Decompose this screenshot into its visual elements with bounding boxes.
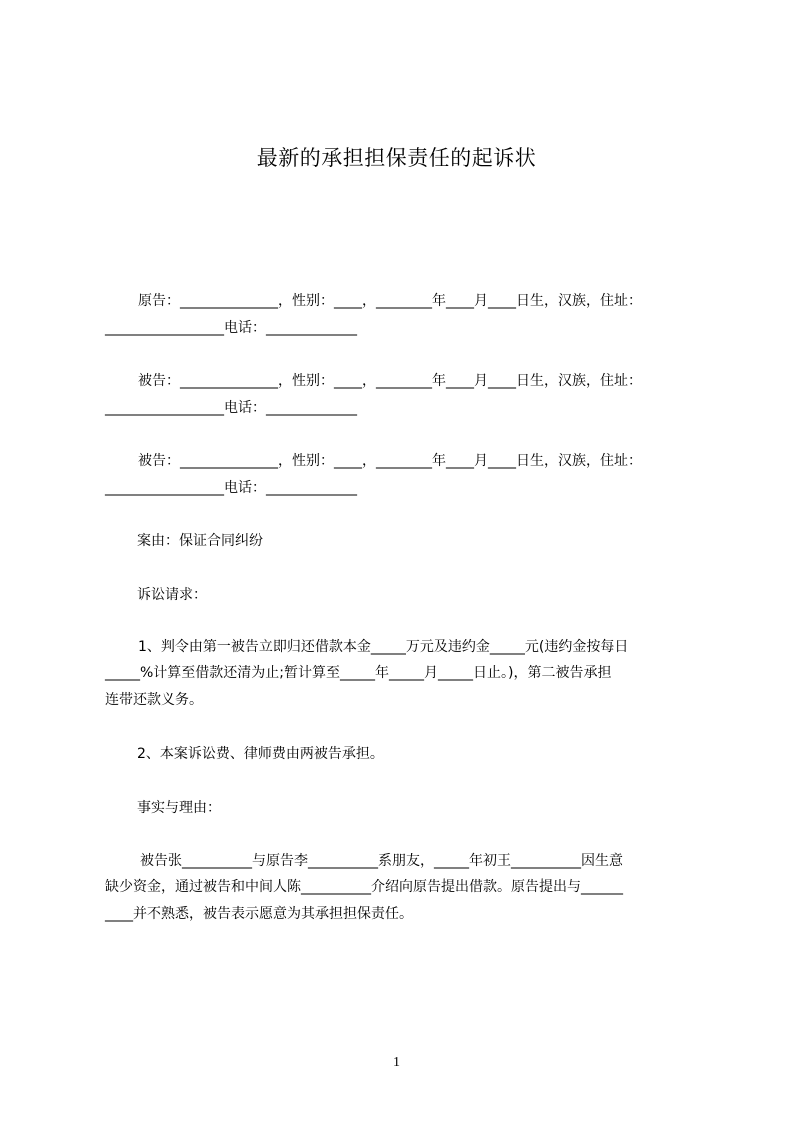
- facts-heading: 事实与理由：: [137, 800, 221, 816]
- claim-1-line-1: 1、判令由第一被告立即归还借款本金_____万元及违约金_____元(违约金按每日: [138, 639, 629, 655]
- page-number: 1: [393, 1055, 400, 1070]
- facts-line-2: 缺少资金，通过被告和中间人陈__________介绍向原告提出借款。原告提出与______: [105, 879, 623, 895]
- claim-2: 2、本案诉讼费、律师费由两被告承担。: [137, 746, 384, 762]
- defendant1-line-1: 被告：______________，性别：____，________年____月____日生，汉族，住址：: [138, 373, 642, 389]
- defendant2-line-2: _________________电话：_____________: [105, 480, 357, 496]
- claim-1-line-2: _____%计算至借款还清为止;暂计算至_____年_____月_____日止。)，第二被告承担: [105, 665, 612, 681]
- claim-1-line-3: 连带还款义务。: [105, 692, 203, 708]
- facts-line-3: ____并不熟悉，被告表示愿意为其承担担保责任。: [105, 906, 413, 922]
- defendant2-line-1: 被告：______________，性别：____，________年____月____日生，汉族，住址：: [138, 453, 642, 469]
- plaintiff-line-1: 原告：______________，性别：____，________年____月____日生，汉族，住址：: [138, 293, 642, 309]
- cause-of-action: 案由：保证合同纠纷: [137, 533, 263, 549]
- document-title: 最新的承担担保责任的起诉状: [256, 146, 537, 170]
- claims-heading: 诉讼请求：: [137, 587, 207, 603]
- plaintiff-line-2: _________________电话：_____________: [105, 320, 357, 336]
- facts-line-1: 被告张__________与原告李__________系朋友，_____年初王__________因生意: [140, 853, 623, 869]
- defendant1-line-2: _________________电话：_____________: [105, 400, 357, 416]
